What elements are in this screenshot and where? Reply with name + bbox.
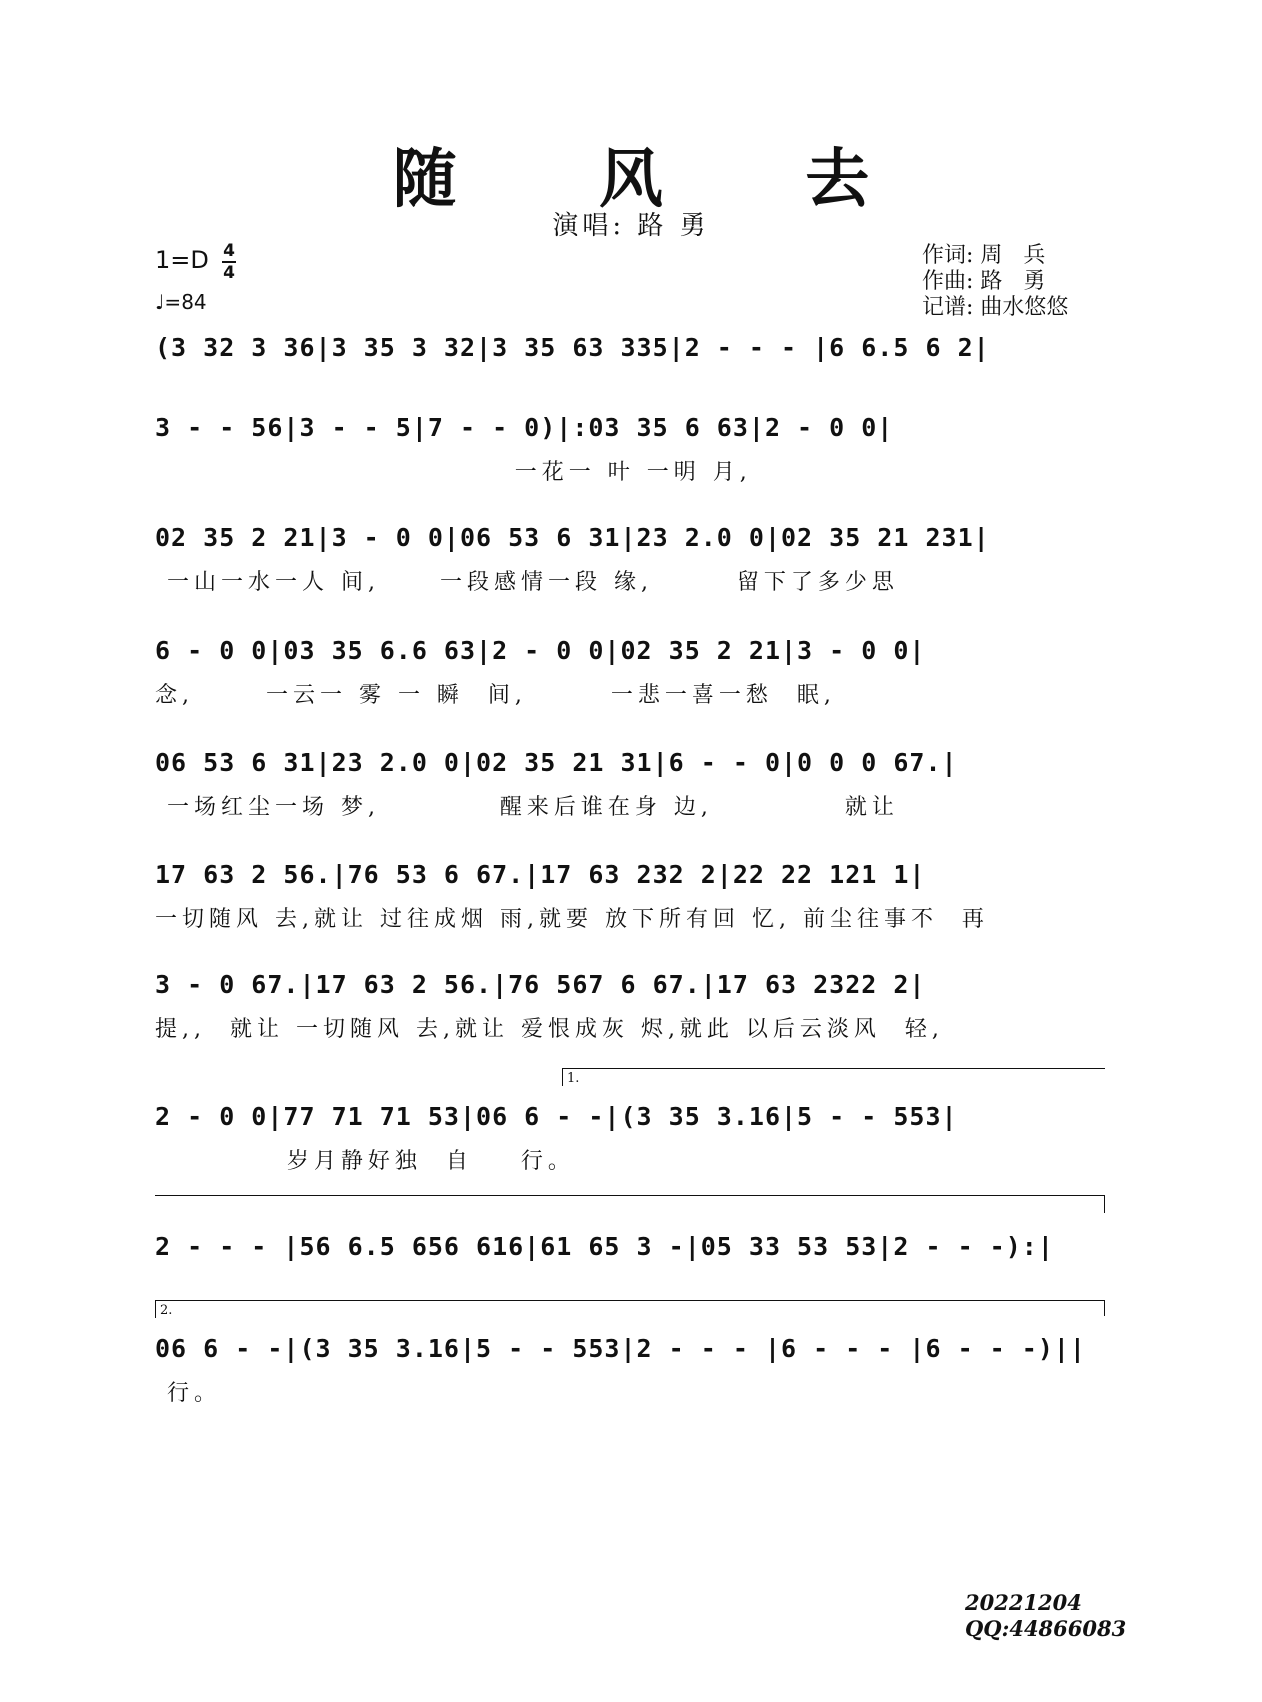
- notation-line-10: 06 6 - -|(3 35 3.16|5 - - 553|2 - - - |6 - - - |6 - - -)||: [155, 1334, 1086, 1363]
- transcriber-credit: 记谱: 曲水悠悠: [922, 295, 1069, 320]
- time-signature-bottom: 4: [223, 263, 235, 283]
- notation-line-7: 3 - 0 67.|17 63 2 56.|76 567 6 67.|17 63 2322 2|: [155, 970, 926, 999]
- lyric-line-3: 一山一水一人 间, 一段感情一段 缘, 留下了多少思: [155, 570, 899, 595]
- tempo-marking: ♩=84: [155, 290, 207, 314]
- lyric-line-2: 一花一 叶 一明 月,: [155, 460, 752, 485]
- lyric-line-4: 念, 一云一 雾 一 瞬 间, 一悲一喜一愁 眠,: [155, 683, 836, 708]
- first-ending-bracket-tick: [562, 1068, 563, 1086]
- footer-date: 20221204: [965, 1590, 1082, 1615]
- notation-line-5: 06 53 6 31|23 2.0 0|02 35 21 31|6 - - 0|0 0 0 67.|: [155, 748, 958, 777]
- time-signature: [222, 242, 236, 282]
- lyricist-credit: 作词: 周 兵: [922, 243, 1046, 268]
- notation-line-2: 3 - - 56|3 - - 5|7 - - 0)|:03 35 6 63|2 - 0 0|: [155, 413, 894, 442]
- lyric-line-6: 一切随风 去,就让 过往成烟 雨,就要 放下所有回 忆, 前尘往事不 再: [155, 907, 989, 932]
- notation-line-1: (3 32 3 36|3 35 3 32|3 35 63 335|2 - - - |6 6.5 6 2|: [155, 333, 990, 362]
- lyric-line-10: 行。: [155, 1381, 221, 1406]
- footer: [965, 1590, 1126, 1642]
- footer-qq: QQ:44866083: [965, 1616, 1127, 1641]
- composer-credit: 作曲: 路 勇: [922, 269, 1046, 294]
- lyric-line-7: 提,, 就让 一切随风 去,就让 爱恨成灰 烬,就此 以后云淡风 轻,: [155, 1017, 944, 1042]
- key-signature: 1=D: [155, 246, 209, 274]
- notation-line-4: 6 - 0 0|03 35 6.6 63|2 - 0 0|02 35 2 21|3 - 0 0|: [155, 636, 926, 665]
- second-ending-label: 2.: [160, 1303, 173, 1318]
- singer-line: 演唱: 路 勇: [552, 211, 710, 241]
- first-ending-end-tick: [1104, 1195, 1105, 1213]
- lyric-line-5: 一场红尘一场 梦, 醒来后谁在身 边, 就让: [155, 795, 899, 820]
- notation-line-9: 2 - - - |56 6.5 656 616|61 65 3 -|05 33 53 53|2 - - -):|: [155, 1232, 1054, 1261]
- song-title: 随 风 去: [392, 142, 930, 217]
- notation-line-6: 17 63 2 56.|76 53 6 67.|17 63 232 2|22 22 121 1|: [155, 860, 926, 889]
- second-ending-bracket: [155, 1300, 1105, 1301]
- second-ending-end-tick: [1104, 1300, 1105, 1316]
- first-ending-label: 1.: [567, 1071, 580, 1086]
- notation-line-8: 2 - 0 0|77 71 71 53|06 6 - -|(3 35 3.16|5 - - 553|: [155, 1102, 958, 1131]
- first-ending-bracket: [562, 1068, 1105, 1069]
- first-ending-continuation: [155, 1195, 1105, 1196]
- credits: [922, 243, 1068, 321]
- notation-line-3: 02 35 2 21|3 - 0 0|06 53 6 31|23 2.0 0|02 35 21 231|: [155, 523, 990, 552]
- time-signature-top: 4: [223, 241, 235, 261]
- second-ending-bracket-tick: [155, 1300, 156, 1318]
- lyric-line-8: 岁月静好独 自 行。: [155, 1149, 575, 1174]
